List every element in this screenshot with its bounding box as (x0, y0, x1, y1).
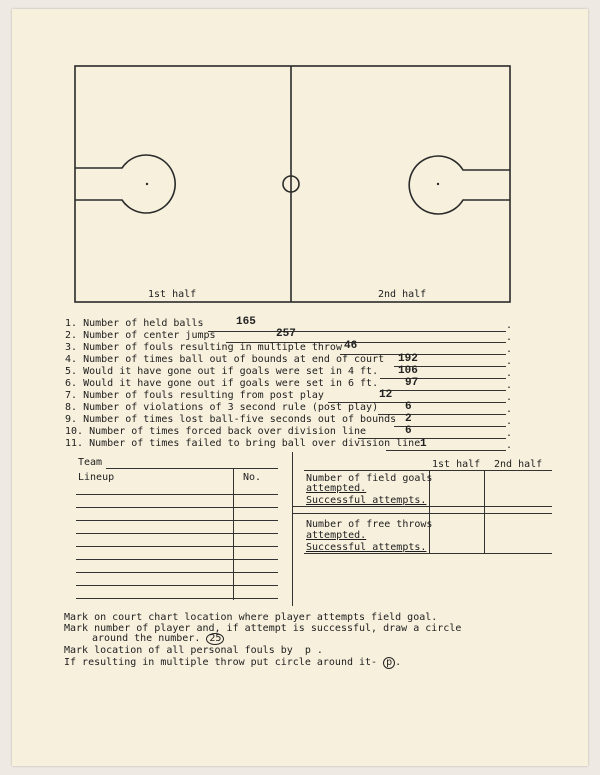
second-half-label: 2nd half (378, 289, 427, 300)
question-11: 11. Number of times failed to bring ball over division line (65, 438, 421, 449)
question-4: 4. Number of times ball out of bounds at end of court (65, 354, 385, 365)
team-label: Team (78, 457, 103, 468)
question-2: 2. Number of center jumps (65, 330, 216, 341)
court-outline (75, 66, 510, 302)
instruction-1: Mark on court chart location where player attempts field goal. (64, 612, 438, 623)
answer-6: 97 (405, 377, 419, 389)
question-6: 6. Would it have gone out if goals were set in 6 ft. (65, 378, 379, 389)
question-8: 8. Number of violations of 3 second rule (post play) (65, 402, 379, 413)
right-free-throw-lane (409, 156, 510, 214)
instruction-4: Mark location of all personal fouls by p . (64, 645, 323, 656)
question-10: 10. Number of times forced back over division line (65, 426, 367, 437)
left-free-throw-lane (75, 155, 175, 213)
fg-attempted-label-1: Number of field goals (306, 473, 433, 484)
ft-attempted-label-2: attempted. (306, 530, 367, 541)
circled-number-example: 25 (206, 633, 224, 645)
fg-successful-label: Successful attempts. (306, 495, 427, 506)
answer-9: 2 (405, 413, 412, 425)
number-label: No. (243, 472, 262, 483)
question-1: 1. Number of held balls (65, 318, 204, 329)
answer-7: 12 (379, 389, 393, 401)
question-5: 5. Would it have gone out if goals were set in 4 ft. (65, 366, 379, 377)
fg-attempted-label-2: attempted. (306, 483, 367, 494)
instruction-3: around the number. 25 (92, 633, 224, 645)
answer-5: 106 (398, 365, 418, 377)
first-half-label: 1st half (148, 289, 197, 300)
col-first-half: 1st half (432, 459, 481, 470)
question-7: 7. Number of fouls resulting from post play (65, 390, 324, 401)
right-basket-dot (437, 183, 439, 185)
col-second-half: 2nd half (494, 459, 543, 470)
answer-8: 6 (405, 401, 412, 413)
question-9: 9. Number of times lost ball-five seconds out of bounds (65, 414, 397, 425)
answer-3: 46 (344, 340, 358, 352)
instruction-5: If resulting in multiple throw put circle around it- p . (64, 657, 402, 668)
ft-successful-label: Successful attempts. (306, 542, 427, 553)
answer-1: 165 (236, 316, 256, 328)
lineup-label: Lineup (78, 472, 115, 483)
answer-2: 257 (276, 328, 296, 340)
instruction-2: Mark number of player and, if attempt is successful, draw a circle (64, 623, 462, 634)
answer-4: 192 (398, 353, 418, 365)
answer-10: 6 (405, 425, 412, 437)
ft-attempted-label-1: Number of free throws (306, 519, 433, 530)
left-basket-dot (146, 183, 148, 185)
answer-11: 1 (420, 438, 427, 450)
circled-p-example: p (383, 657, 395, 669)
question-3: 3. Number of fouls resulting in multiple throw (65, 342, 342, 353)
